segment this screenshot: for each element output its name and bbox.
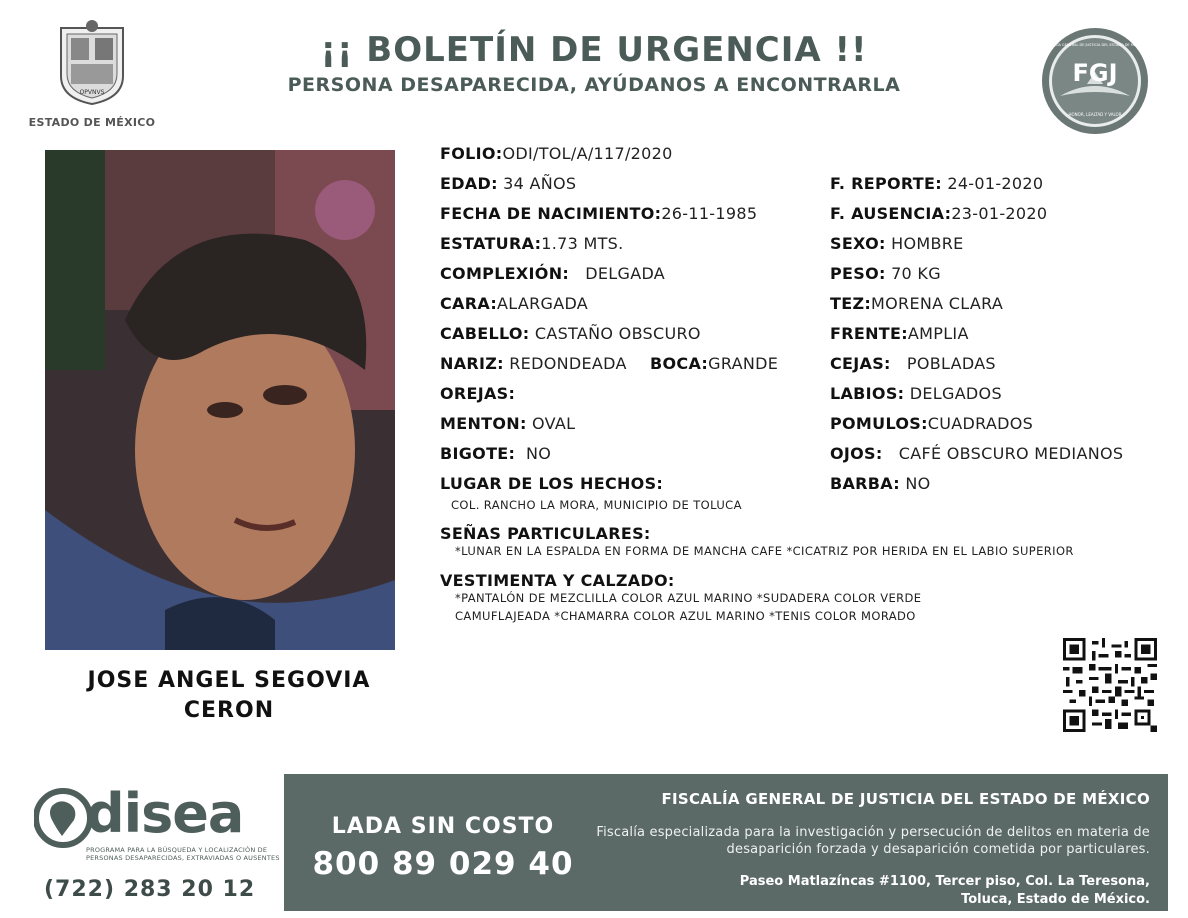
field-bigote xyxy=(440,444,551,463)
field-value: 1.73 MTS. xyxy=(541,234,624,253)
fgj-ring-text: FISCALÍA GENERAL DE JUSTICIA DEL ESTADO DE MÉXICO xyxy=(1045,43,1145,47)
field-label: OJOS: xyxy=(830,444,883,463)
field-value: 26-11-1985 xyxy=(661,204,758,223)
field-label: PESO: xyxy=(830,264,886,283)
field-label: MENTON: xyxy=(440,414,527,433)
field-value: NO xyxy=(526,444,552,463)
field-value: DELGADA xyxy=(585,264,666,283)
field-value: GRANDE xyxy=(708,354,779,373)
footer-bar xyxy=(284,774,1168,911)
field-label: LABIOS: xyxy=(830,384,905,403)
field-label: OREJAS: xyxy=(440,384,516,403)
field-cara xyxy=(440,294,588,313)
seal-inscription: OPVNVS xyxy=(79,89,105,96)
lada-number[interactable]: 800 89 029 40 xyxy=(312,846,574,882)
lugar-hechos-value: COL. RANCHO LA MORA, MUNICIPIO DE TOLUCA xyxy=(451,498,742,512)
field-lugar-hechos xyxy=(440,474,663,493)
fgj-motto: HONOR, LEALTAD Y VALOR xyxy=(1068,112,1122,117)
field-complexion xyxy=(440,264,665,283)
field-menton xyxy=(440,414,575,433)
field-value: CASTAÑO OBSCURO xyxy=(534,324,701,343)
field-orejas xyxy=(440,384,515,403)
fiscalia-title: FISCALÍA GENERAL DE JUSTICIA DEL ESTADO DE MÉXICO xyxy=(661,790,1150,808)
field-value: DELGADOS xyxy=(909,384,1002,403)
field-fecha-nacimiento xyxy=(440,204,757,223)
vestimenta-line2: CAMUFLAJEADA *CHAMARRA COLOR AZUL MARINO *TENIS COLOR MORADO xyxy=(455,609,916,623)
field-folio xyxy=(440,144,673,163)
field-barba xyxy=(830,474,931,493)
field-label: COMPLEXIÓN: xyxy=(440,264,570,283)
field-value: CAFÉ OBSCURO MEDIANOS xyxy=(898,444,1124,463)
field-label: FOLIO: xyxy=(440,144,503,163)
field-sexo xyxy=(830,234,964,253)
bulletin-title: ¡¡ BOLETÍN DE URGENCIA !! xyxy=(320,30,868,70)
field-label: BARBA: xyxy=(830,474,900,493)
odisea-phone[interactable]: (722) 283 20 12 xyxy=(44,877,256,902)
vestimenta-label: VESTIMENTA Y CALZADO: xyxy=(440,571,675,590)
field-label: EDAD: xyxy=(440,174,498,193)
field-value: 23-01-2020 xyxy=(951,204,1048,223)
field-peso xyxy=(830,264,941,283)
field-f-ausencia xyxy=(830,204,1047,223)
field-labios xyxy=(830,384,1002,403)
field-label: CABELLO: xyxy=(440,324,530,343)
field-label: F. AUSENCIA: xyxy=(830,204,952,223)
field-value: ODI/TOL/A/117/2020 xyxy=(502,144,673,163)
qr-code-icon[interactable] xyxy=(1062,638,1158,732)
field-nariz xyxy=(440,354,627,373)
field-value: 34 AÑOS xyxy=(503,174,577,193)
state-label: ESTADO DE MÉXICO xyxy=(28,116,156,129)
field-value: HOMBRE xyxy=(891,234,964,253)
fgj-logo-icon xyxy=(1040,26,1150,136)
odisea-program: PROGRAMA PARA LA BÚSQUEDA Y LOCALIZACIÓN DE PERSONAS DESAPARECIDAS, EXTRAVIADAS O AUSENTES xyxy=(86,846,280,862)
fgj-letters: FGJ xyxy=(1072,59,1118,87)
field-label: FRENTE: xyxy=(830,324,908,343)
field-value: NO xyxy=(905,474,931,493)
fiscalia-description: Fiscalía especializada para la investigación y persecución de delitos en materia de desaparición forzada y desaparición cometida por particulares. xyxy=(596,825,1150,857)
field-value: 24-01-2020 xyxy=(947,174,1044,193)
person-name-line2: CERON xyxy=(183,698,275,723)
field-label: F. REPORTE: xyxy=(830,174,942,193)
field-label: SEXO: xyxy=(830,234,886,253)
field-label: POMULOS: xyxy=(830,414,928,433)
field-label: BIGOTE: xyxy=(440,444,516,463)
senas-heading xyxy=(440,524,651,543)
field-label: NARIZ: xyxy=(440,354,504,373)
field-cejas xyxy=(830,354,996,373)
field-value: AMPLIA xyxy=(907,324,969,343)
field-f-reporte xyxy=(830,174,1043,193)
field-value: ALARGADA xyxy=(497,294,589,313)
state-seal-icon xyxy=(55,18,129,106)
lada-label: LADA SIN COSTO xyxy=(331,814,555,839)
field-value: 70 KG xyxy=(891,264,941,283)
field-value: MORENA CLARA xyxy=(871,294,1004,313)
field-label: LUGAR DE LOS HECHOS: xyxy=(440,474,664,493)
field-value: OVAL xyxy=(532,414,576,433)
field-pomulos xyxy=(830,414,1033,433)
field-value: CUADRADOS xyxy=(927,414,1034,433)
senas-text: *LUNAR EN LA ESPALDA EN FORMA DE MANCHA CAFE *CICATRIZ POR HERIDA EN EL LABIO SUPERIOR xyxy=(455,544,1074,558)
field-ojos xyxy=(830,444,1123,463)
senas-label: SEÑAS PARTICULARES: xyxy=(440,524,651,543)
bulletin-subtitle: PERSONA DESAPARECIDA, AYÚDANOS A ENCONTRARLA xyxy=(287,74,901,96)
field-boca xyxy=(650,354,778,373)
odisea-logo xyxy=(26,782,282,912)
field-value: REDONDEADA xyxy=(509,354,627,373)
odisea-word: disea xyxy=(86,782,244,845)
field-label: FECHA DE NACIMIENTO: xyxy=(440,204,662,223)
address-line2: Toluca, Estado de México. xyxy=(961,892,1150,907)
person-photo xyxy=(45,150,395,650)
person-name-line1: JOSE ANGEL SEGOVIA xyxy=(87,668,371,693)
field-edad xyxy=(440,174,576,193)
field-label: CARA: xyxy=(440,294,498,313)
field-tez xyxy=(830,294,1003,313)
field-value: POBLADAS xyxy=(906,354,996,373)
field-frente xyxy=(830,324,969,343)
field-label: ESTATURA: xyxy=(440,234,542,253)
fiscalia-address xyxy=(590,873,1150,909)
vestimenta-heading xyxy=(440,571,675,590)
field-label: BOCA: xyxy=(650,354,709,373)
address-line1: Paseo Matlazíncas #1100, Tercer piso, Col. La Teresona, xyxy=(739,874,1150,889)
field-label: CEJAS: xyxy=(830,354,891,373)
person-name xyxy=(45,666,413,726)
field-estatura xyxy=(440,234,624,253)
field-cabello xyxy=(440,324,701,343)
estado-de-mexico-logo xyxy=(28,18,156,129)
field-label: TEZ: xyxy=(830,294,872,313)
odisea-map-icon xyxy=(34,788,92,848)
vestimenta-line1: *PANTALÓN DE MEZCLILLA COLOR AZUL MARINO *SUDADERA COLOR VERDE xyxy=(455,591,922,605)
